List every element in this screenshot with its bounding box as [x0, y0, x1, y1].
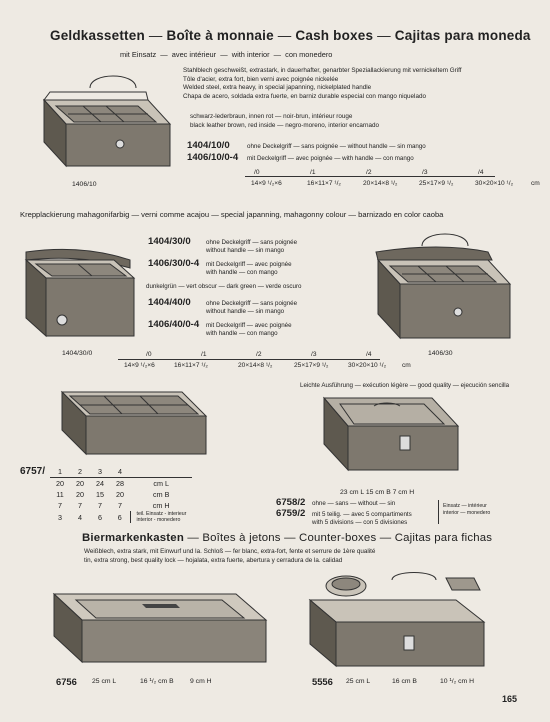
item-line: mit 5 teilig. — avec 5 compartiments	[312, 511, 412, 518]
section1-size-rule	[245, 176, 495, 177]
dims-6758: 23 cm L 15 cm B 7 cm H	[340, 489, 415, 496]
size-value: 20×14×8 ¹/₂	[363, 180, 398, 187]
item-line: ohne Deckelgriff — sans poignée	[206, 239, 298, 246]
table-cell: teil. Einsatz - interieur interior - monedero	[130, 511, 192, 523]
title-dash: —	[284, 532, 296, 544]
table-cell: 15	[96, 490, 104, 499]
desc-line: Welded steel, extra heavy, in special japanning, nickelplated handle	[183, 84, 372, 92]
table-cell: 6	[117, 512, 122, 522]
item-line: with handle — con mango	[206, 330, 278, 337]
page-number: 165	[502, 694, 518, 704]
table-cell	[130, 466, 192, 478]
size-value: 14×9 ¹/₂×6	[251, 180, 282, 187]
table-cell: 20	[116, 490, 124, 499]
desc-line: Stahlblech geschweißt, extrastark, in dauerhafter, genarbter Speziallackierung mit vernickeltem Griff	[183, 67, 462, 74]
side-note-line: Einsatz — intérieur	[443, 503, 487, 509]
title-fr: Boîtes à jetons	[202, 532, 281, 544]
size-code: /1	[201, 351, 207, 358]
counter-box-6756-illustration	[46, 574, 276, 674]
item-line: ohne Deckelgriff — sans poignée	[206, 300, 298, 307]
table-cell: 28	[116, 479, 124, 488]
table-cell: 4	[78, 512, 82, 522]
item-code: 1404/40/0	[148, 297, 191, 308]
desc-line: tin, extra strong, best quality lock — hojalata, extra fuerte, abertura y cerradura de la. calidad	[84, 556, 343, 564]
section4-title	[82, 532, 492, 544]
table-row	[50, 500, 192, 511]
table-cell: 7	[118, 501, 122, 510]
size-unit: cm	[531, 180, 540, 187]
size-code: /1	[310, 169, 316, 176]
table-cell: 11	[56, 490, 64, 499]
title-dash: —	[379, 532, 392, 544]
dim-value: 16 cm B	[392, 678, 417, 685]
color-line: schwarz-lederbraun, innen rot — noir-brun, intérieur rouge	[190, 113, 353, 120]
item-code: 1404/10/0	[187, 140, 230, 151]
cash-box-1406-10-illustration	[38, 62, 178, 177]
table-cell: cm L	[153, 479, 169, 488]
item-code: 1406/40/0-4	[148, 319, 200, 330]
dim-value: 9 cm H	[190, 678, 212, 685]
table-cell: 3	[58, 512, 62, 522]
size-value: 30×20×10 ¹/₂	[348, 362, 387, 369]
section3-light-label: Leichte Ausführung — exécution légère — good quality — ejecución sencilla	[300, 382, 510, 389]
color-line: black leather brown, red inside — negro-moreno, interior encarnado	[190, 121, 380, 129]
title-dash: —	[148, 28, 163, 43]
side-note-rule	[438, 500, 439, 524]
table-cell: 20	[76, 479, 84, 488]
item-text: mit Deckelgriff — avec poignée — with handle — con mango	[247, 155, 414, 162]
desc-line: Chapa de acero, soldada extra fuerte, en barniz durable especial con mango niquelado	[183, 92, 426, 100]
item-line: without handle — sin mango	[206, 247, 285, 254]
item-line: mit Deckelgriff — avec poignée	[206, 322, 292, 329]
item-line: with handle — con mango	[206, 269, 278, 276]
cash-box-6758-illustration	[310, 392, 470, 484]
size-code: /3	[422, 169, 428, 176]
table-cell: 6	[98, 512, 102, 522]
table-cell: 3	[98, 467, 102, 476]
title-dash: —	[187, 532, 199, 544]
size-code: /0	[146, 351, 152, 358]
size-value: 16×11×7 ¹/₂	[174, 362, 208, 369]
item-code-5556: 5556	[312, 676, 333, 687]
item-code: 6758/2	[276, 497, 306, 508]
section1-title	[50, 28, 531, 43]
color-line: dunkelgrün — vert obscur — dark green — verde oscuro	[146, 283, 302, 290]
section2-title: Krepplackierung mahagonifarbig — verni comme acajou — special japanning, mahagonny colour — barnizado en color caoba	[20, 210, 444, 219]
section1-item-1406	[187, 152, 414, 163]
size-code: /4	[366, 351, 372, 358]
size-code: /0	[254, 169, 260, 176]
item-code-6757: 6757/	[20, 466, 46, 477]
item-code-6756: 6756	[56, 676, 77, 687]
size-value: 20×14×8 ¹/₂	[238, 362, 273, 369]
table-cell: 4	[118, 467, 122, 476]
size-value: 30×20×10 ¹/₂	[475, 180, 514, 187]
title-en: Counter-boxes	[299, 532, 377, 544]
size-value: 25×17×9 ¹/₂	[294, 362, 329, 369]
counter-tray-6757-illustration	[56, 386, 216, 466]
table-cell: 20	[76, 490, 84, 499]
sub-es: con monedero	[285, 50, 333, 59]
section1-item-1404	[187, 140, 426, 151]
item-text: ohne Deckelgriff — sans poignée — without handle — sin mango	[247, 143, 426, 150]
desc-line: Weißblech, extra stark, mit Einwurf und la. Schloß — fer blanc, extra-fort, fente et serrure de 1ère qualité	[84, 548, 376, 555]
image-caption-right: 1406/30	[428, 350, 453, 357]
table-cell: 7	[58, 501, 62, 510]
item-line: mit Deckelgriff — avec poignée	[206, 261, 292, 268]
desc-line: Tôle d'acier, extra fort, bien verni avec poignée nickelée	[183, 75, 339, 83]
section4-description	[84, 548, 375, 565]
section1-colors	[190, 113, 379, 130]
table-cell: 1	[58, 467, 62, 476]
table-6757	[50, 466, 192, 523]
size-value: 14×9 ¹/₂×6	[124, 362, 155, 369]
section1-subtitle: mit Einsatz — avec intérieur — with interior — con monedero	[120, 50, 333, 59]
cash-box-1406-30-illustration	[370, 222, 520, 350]
item-code: 1404/30/0	[148, 236, 191, 247]
item-code: 1406/10/0-4	[187, 152, 239, 163]
table-row	[50, 489, 192, 500]
size-value: 16×11×7 ¹/₂	[307, 180, 341, 187]
table-cell: 24	[96, 479, 104, 488]
cash-box-1404-30-illustration	[22, 248, 142, 348]
title-dash: —	[377, 28, 391, 43]
title-de: Geldkassetten	[50, 28, 145, 43]
dim-value: 25 cm L	[346, 678, 371, 685]
table-cell: 7	[78, 501, 82, 510]
item-line: with 5 divisions — con 5 divisiones	[312, 519, 408, 526]
title-es: Cajitas para moneda	[394, 28, 531, 43]
size-unit: cm	[402, 362, 411, 369]
counter-box-5556-illustration	[306, 566, 496, 676]
item-6759	[276, 508, 412, 527]
item-text: ohne — sans — without — sin	[312, 500, 396, 507]
table-cell: 20	[56, 479, 64, 488]
dim-value: 16 ¹/₂ cm B	[140, 678, 174, 685]
size-code: /2	[366, 169, 372, 176]
table-row	[50, 466, 192, 478]
section2-items	[148, 236, 301, 338]
section2-size-rule	[118, 359, 380, 360]
size-value: 25×17×9 ¹/₂	[419, 180, 454, 187]
size-code: /2	[256, 351, 262, 358]
size-code: /4	[478, 169, 484, 176]
side-note-line: interior — monedero	[443, 509, 491, 516]
sub-fr: avec intérieur	[171, 50, 217, 59]
table-cell: 2	[78, 467, 82, 476]
size-code: /3	[311, 351, 317, 358]
table-cell: cm B	[153, 490, 170, 499]
item-line: without handle — sin mango	[206, 308, 285, 315]
dim-value: 10 ¹/₂ cm H	[440, 678, 474, 685]
side-note	[443, 503, 490, 516]
table-cell: 7	[98, 501, 102, 510]
title-fr: Boîte à monnaie	[166, 28, 274, 43]
section1-description	[183, 67, 461, 101]
sub-de: mit Einsatz	[120, 50, 157, 59]
item-6758	[276, 497, 395, 508]
title-en: Cash boxes	[295, 28, 374, 43]
item-code: 6759/2	[276, 508, 306, 519]
dim-value: 25 cm L	[92, 678, 117, 685]
item-code: 1406/30/0-4	[148, 258, 200, 269]
title-es: Cajitas para fichas	[394, 532, 493, 544]
sub-en: with interior	[231, 50, 270, 59]
title-de: Biermarkenkasten	[82, 532, 184, 544]
table-cell: cm H	[152, 501, 170, 510]
title-dash: —	[277, 28, 292, 43]
image-caption-left: 1404/30/0	[62, 350, 93, 357]
table-row	[50, 511, 192, 523]
table-row	[50, 478, 192, 490]
image-caption: 1406/10	[72, 181, 97, 188]
